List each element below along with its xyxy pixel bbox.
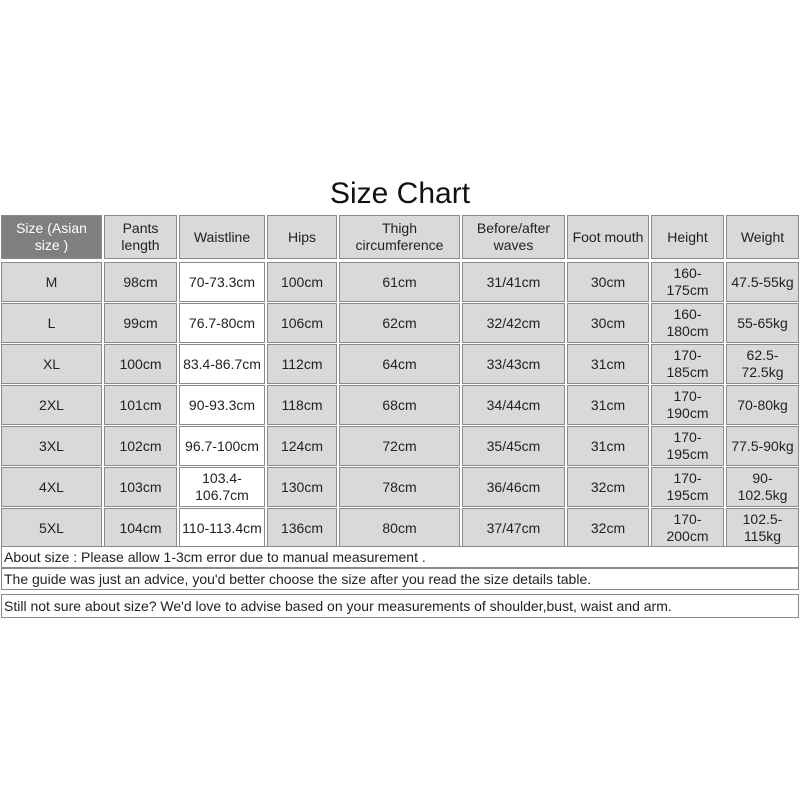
thigh-cell: 78cm (339, 467, 460, 507)
weight-cell: 55-65kg (726, 303, 799, 343)
table-row (0, 262, 800, 302)
table-header-row (0, 215, 800, 259)
foot-mouth-cell: 32cm (567, 508, 649, 548)
pants-length-cell: 103cm (104, 467, 177, 507)
foot-mouth-cell: 32cm (567, 467, 649, 507)
note-measurement-error: About size : Please allow 1-3cm error due to manual measurement . (1, 546, 799, 568)
header-thigh: Thigh circumference (339, 215, 460, 259)
weight-cell: 102.5-115kg (726, 508, 799, 548)
pants-length-cell: 101cm (104, 385, 177, 425)
height-cell: 170-190cm (651, 385, 724, 425)
height-cell: 160-180cm (651, 303, 724, 343)
size-cell: XL (1, 344, 102, 384)
size-cell: M (1, 262, 102, 302)
foot-mouth-cell: 30cm (567, 262, 649, 302)
height-cell: 170-200cm (651, 508, 724, 548)
waves-cell: 31/41cm (462, 262, 565, 302)
thigh-cell: 72cm (339, 426, 460, 466)
foot-mouth-cell: 31cm (567, 385, 649, 425)
height-cell: 170-195cm (651, 426, 724, 466)
pants-length-cell: 102cm (104, 426, 177, 466)
height-cell: 170-195cm (651, 467, 724, 507)
header-pants-length: Pants length (104, 215, 177, 259)
table-row (0, 508, 800, 548)
header-before-after-waves: Before/after waves (462, 215, 565, 259)
weight-cell: 77.5-90kg (726, 426, 799, 466)
waves-cell: 36/46cm (462, 467, 565, 507)
waistline-cell: 110-113.4cm (179, 508, 265, 548)
pants-length-cell: 99cm (104, 303, 177, 343)
waistline-cell: 103.4-106.7cm (179, 467, 265, 507)
header-size: Size (Asian size ) (1, 215, 102, 259)
table-row (0, 467, 800, 507)
size-cell: L (1, 303, 102, 343)
table-row (0, 303, 800, 343)
pants-length-cell: 98cm (104, 262, 177, 302)
waistline-cell: 76.7-80cm (179, 303, 265, 343)
hips-cell: 100cm (267, 262, 337, 302)
page-title: Size Chart (329, 177, 471, 210)
size-cell: 4XL (1, 467, 102, 507)
hips-cell: 136cm (267, 508, 337, 548)
table-row (0, 385, 800, 425)
foot-mouth-cell: 31cm (567, 344, 649, 384)
thigh-cell: 61cm (339, 262, 460, 302)
weight-cell: 62.5-72.5kg (726, 344, 799, 384)
hips-cell: 106cm (267, 303, 337, 343)
note-size-advice: The guide was just an advice, you'd better choose the size after you read the size details table. (1, 568, 799, 590)
weight-cell: 70-80kg (726, 385, 799, 425)
waves-cell: 35/45cm (462, 426, 565, 466)
weight-cell: 47.5-55kg (726, 262, 799, 302)
header-height: Height (651, 215, 724, 259)
waves-cell: 32/42cm (462, 303, 565, 343)
thigh-cell: 62cm (339, 303, 460, 343)
table-row (0, 426, 800, 466)
header-foot-mouth: Foot mouth (567, 215, 649, 259)
hips-cell: 112cm (267, 344, 337, 384)
pants-length-cell: 104cm (104, 508, 177, 548)
pants-length-cell: 100cm (104, 344, 177, 384)
thigh-cell: 80cm (339, 508, 460, 548)
weight-cell: 90-102.5kg (726, 467, 799, 507)
height-cell: 170-185cm (651, 344, 724, 384)
height-cell: 160-175cm (651, 262, 724, 302)
waves-cell: 37/47cm (462, 508, 565, 548)
thigh-cell: 68cm (339, 385, 460, 425)
foot-mouth-cell: 31cm (567, 426, 649, 466)
hips-cell: 124cm (267, 426, 337, 466)
waves-cell: 33/43cm (462, 344, 565, 384)
size-cell: 3XL (1, 426, 102, 466)
hips-cell: 118cm (267, 385, 337, 425)
size-cell: 2XL (1, 385, 102, 425)
note-contact-advice: Still not sure about size? We'd love to advise based on your measurements of shoulder,bust, waist and arm. (1, 594, 799, 618)
waves-cell: 34/44cm (462, 385, 565, 425)
waistline-cell: 90-93.3cm (179, 385, 265, 425)
foot-mouth-cell: 30cm (567, 303, 649, 343)
thigh-cell: 64cm (339, 344, 460, 384)
waistline-cell: 96.7-100cm (179, 426, 265, 466)
waistline-cell: 70-73.3cm (179, 262, 265, 302)
waistline-cell: 83.4-86.7cm (179, 344, 265, 384)
header-waistline: Waistline (179, 215, 265, 259)
header-weight: Weight (726, 215, 799, 259)
size-cell: 5XL (1, 508, 102, 548)
size-chart-table (0, 215, 800, 549)
table-row (0, 344, 800, 384)
hips-cell: 130cm (267, 467, 337, 507)
header-hips: Hips (267, 215, 337, 259)
